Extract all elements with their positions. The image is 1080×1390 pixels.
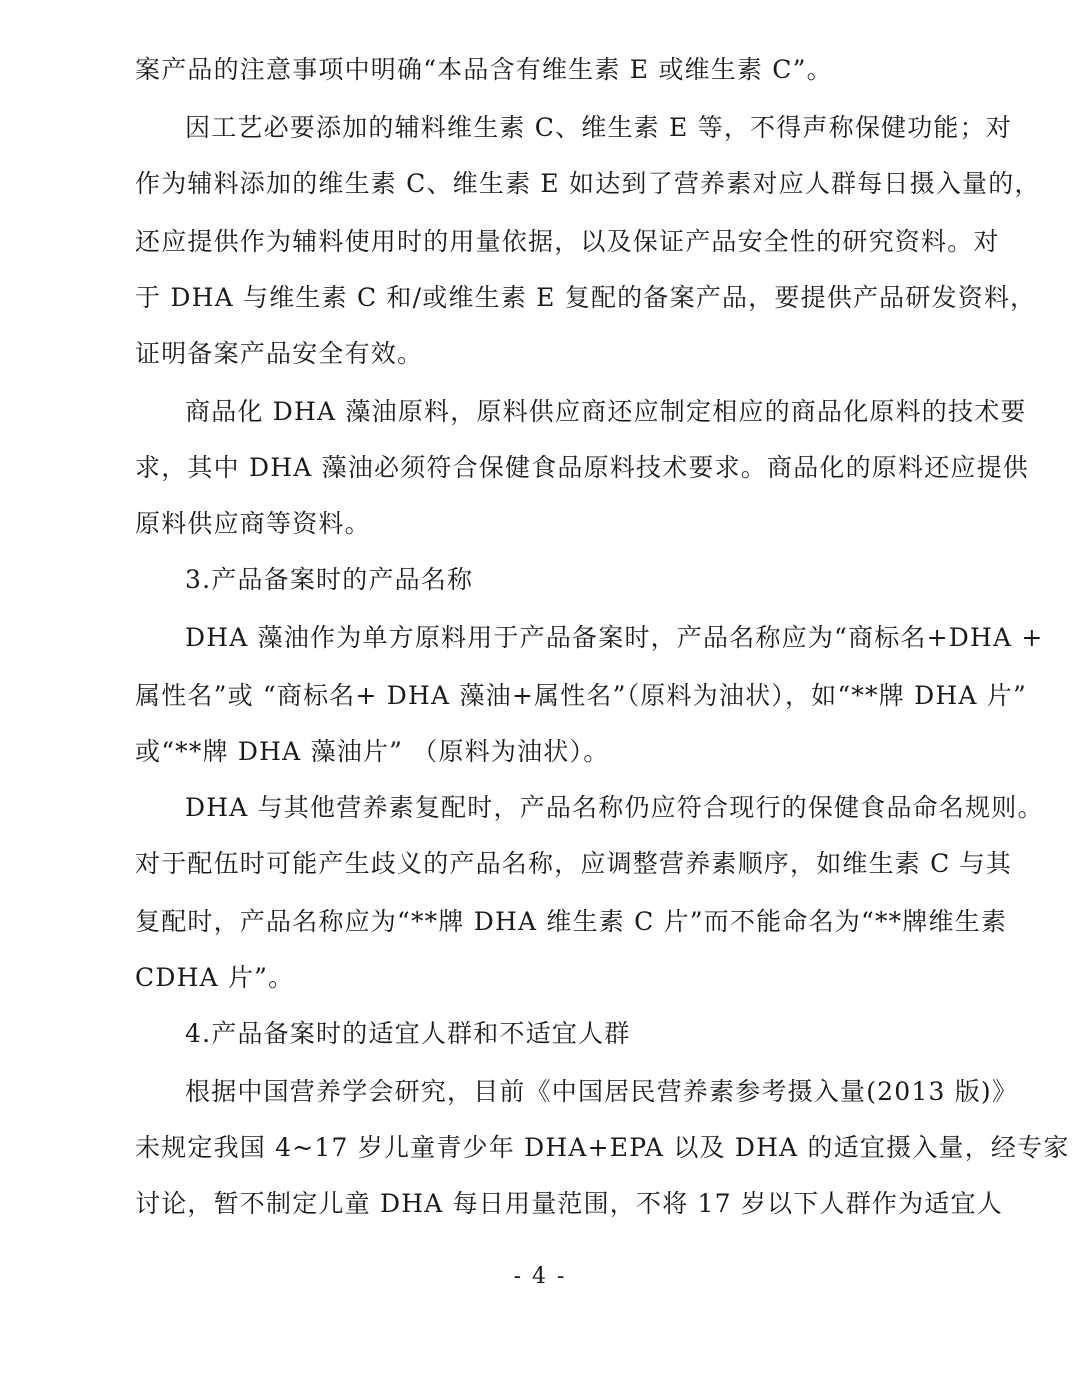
text-line: 商品化 DHA 藻油原料，原料供应商还应制定相应的商品化原料的技术要 (185, 397, 1027, 426)
section-heading: 3.产品备案时的产品名称 (185, 565, 474, 594)
text-line: 于 DHA 与维生素 C 和/或维生素 E 复配的备案产品，要提供产品研发资料， (135, 283, 1037, 312)
text-line: DHA 与其他营养素复配时，产品名称仍应符合现行的保健食品命名规则。 (185, 793, 1044, 822)
text-line: 根据中国营养学会研究，目前《中国居民营养素参考摄入量(2013 版)》 (185, 1077, 1019, 1106)
text-line: 原料供应商等资料。 (135, 509, 371, 538)
text-line: 证明备案产品安全有效。 (135, 339, 424, 368)
text-line: 或“**牌 DHA 藻油片” （原料为油状）。 (135, 737, 610, 766)
text-line: 还应提供作为辅料使用时的用量依据，以及保证产品安全性的研究资料。对 (135, 227, 1000, 256)
text-line: 属性名”或 “商标名+ DHA 藻油+属性名”（原料为油状），如“**牌 DHA 片” (135, 681, 1027, 710)
text-line: 讨论，暂不制定儿童 DHA 每日用量范围，不将 17 岁以下人群作为适宜人 (135, 1189, 1003, 1218)
section-heading: 4.产品备案时的适宜人群和不适宜人群 (185, 1019, 631, 1048)
text-line: DHA 藻油作为单方原料用于产品备案时，产品名称应为“商标名+DHA + (185, 623, 1044, 652)
text-line: 因工艺必要添加的辅料维生素 C、维生素 E 等，不得声称保健功能；对 (185, 113, 1013, 142)
text-line: 未规定我国 4~17 岁儿童青少年 DHA+EPA 以及 DHA 的适宜摄入量，经专家 (135, 1133, 1070, 1162)
text-line: 作为辅料添加的维生素 C、维生素 E 如达到了营养素对应人群每日摄入量的， (135, 169, 1041, 198)
text-line: 求，其中 DHA 藻油必须符合保健食品原料技术要求。商品化的原料还应提供 (135, 453, 1029, 482)
text-line: 复配时，产品名称应为“**牌 DHA 维生素 C 片”而不能命名为“**牌维生素 (135, 907, 1008, 936)
text-line: 案产品的注意事项中明确“本品含有维生素 E 或维生素 C”。 (135, 55, 833, 84)
page-number: - 4 - (513, 1264, 567, 1289)
text-line: 对于配伍时可能产生歧义的产品名称，应调整营养素顺序，如维生素 C 与其 (135, 849, 1013, 878)
text-line: CDHA 片”。 (135, 963, 295, 992)
